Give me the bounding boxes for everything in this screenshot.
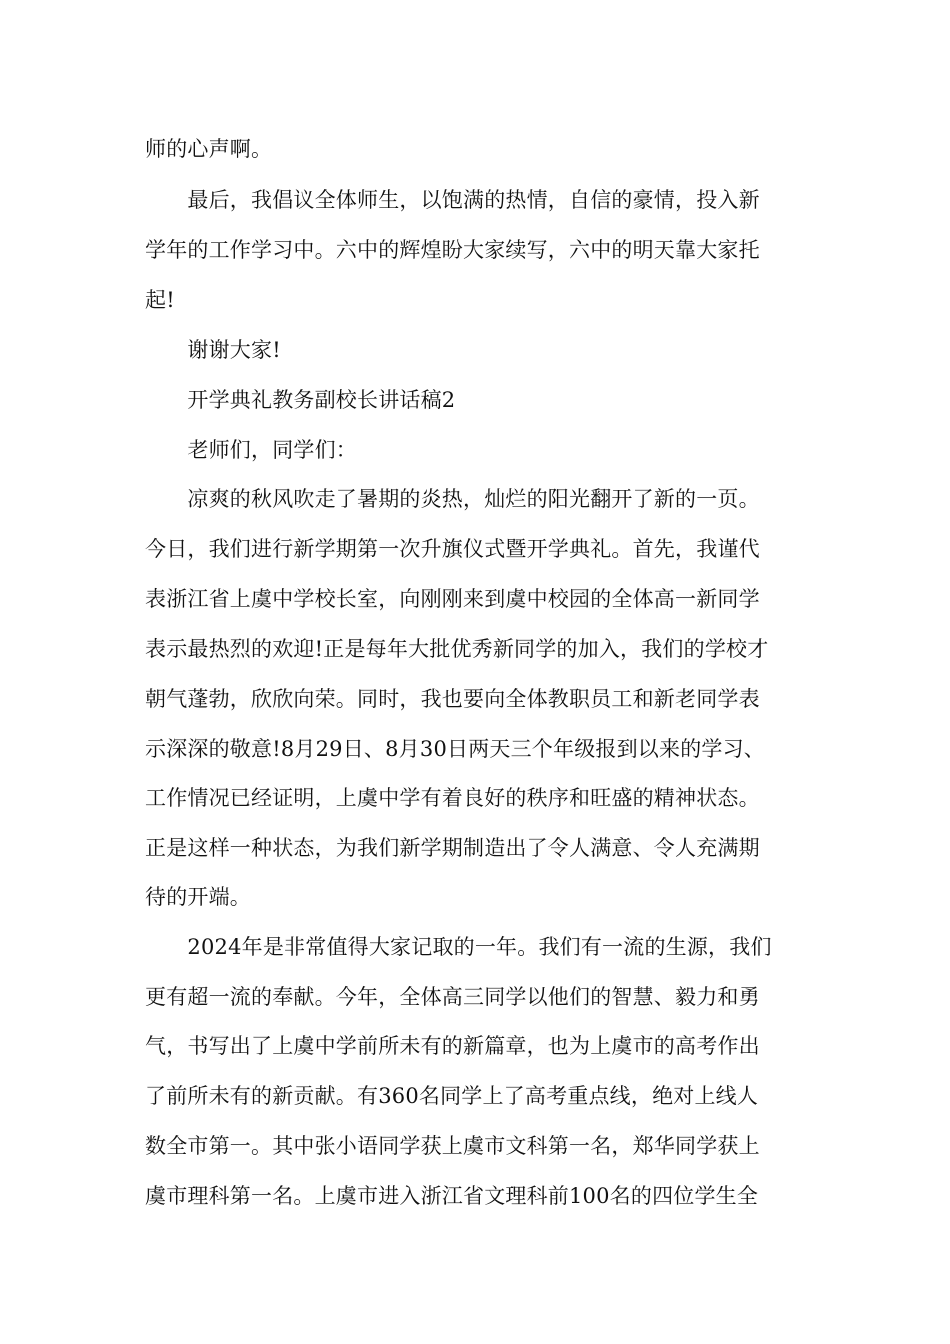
text-line: 朝气蓬勃，欣欣向荣。同时，我也要向全体教职员工和新老同学表 bbox=[145, 687, 760, 711]
text-line: 学年的工作学习中。六中的辉煌盼大家续写，六中的明天靠大家托 bbox=[145, 238, 760, 262]
text-line: 老师们，同学们： bbox=[145, 438, 357, 462]
text-line: 待的开端。 bbox=[145, 885, 251, 909]
text-line: 今日，我们进行新学期第一次升旗仪式暨开学典礼。首先，我谨代 bbox=[145, 537, 760, 561]
text-line: 更有超一流的奉献。今年，全体高三同学以他们的智慧、毅力和勇 bbox=[145, 985, 760, 1009]
text-line: 数全市第一。其中张小语同学获上虞市文科第一名，郑华同学获上 bbox=[145, 1134, 760, 1158]
text-line: 气，书写出了上虞中学前所未有的新篇章，也为上虞市的高考作出 bbox=[145, 1034, 760, 1058]
text-line: 谢谢大家! bbox=[145, 338, 281, 362]
text-line: 工作情况已经证明，上虞中学有着良好的秩序和旺盛的精神状态。 bbox=[145, 786, 760, 810]
text-line: 凉爽的秋风吹走了暑期的炎热，灿烂的阳光翻开了新的一页。 bbox=[145, 487, 760, 511]
text-line: 了前所未有的新贡献。有360名同学上了高考重点线，绝对上线人 bbox=[145, 1084, 759, 1108]
text-line: 正是这样一种状态，为我们新学期制造出了令人满意、令人充满期 bbox=[145, 836, 760, 860]
text-line: 2024年是非常值得大家记取的一年。我们有一流的生源，我们 bbox=[145, 935, 772, 959]
text-line: 起! bbox=[145, 288, 175, 312]
text-line: 最后，我倡议全体师生，以饱满的热情，自信的豪情，投入新 bbox=[145, 188, 760, 212]
text-line: 表示最热烈的欢迎!正是每年大批优秀新同学的加入，我们的学校才 bbox=[145, 637, 769, 661]
text-line: 表浙江省上虞中学校长室，向刚刚来到虞中校园的全体高一新同学 bbox=[145, 587, 760, 611]
text-line: 师的心声啊。 bbox=[145, 137, 273, 161]
text-line: 示深深的敬意!8月29日、8月30日两天三个年级报到以来的学习、 bbox=[145, 737, 766, 761]
section-heading: 开学典礼教务副校长讲话稿2 bbox=[145, 388, 456, 412]
text-line: 虞市理科第一名。上虞市进入浙江省文理科前100名的四位学生全 bbox=[145, 1184, 759, 1208]
